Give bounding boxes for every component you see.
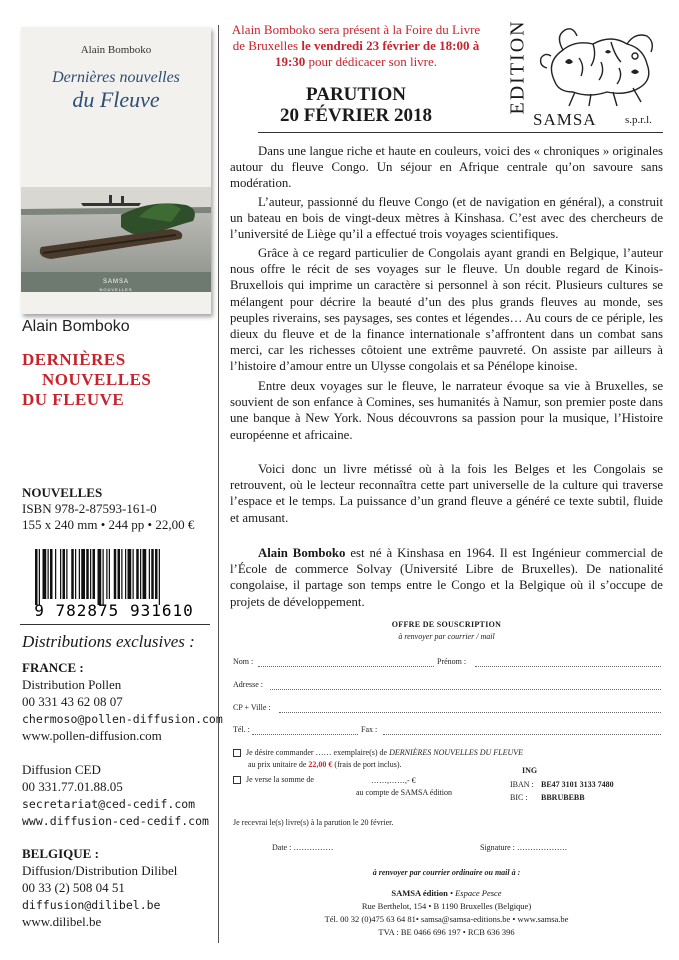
author-bio <box>230 545 663 610</box>
order-text: Je désire commander …… exemplaire(s) de <box>246 748 390 757</box>
announce-text: Alain Bomboko sera présent à la Foire du Livre de Bruxelles <box>231 22 481 53</box>
receive-note: Je recevrai le(s) livre(s) à la parution le 20 février. <box>233 818 394 827</box>
date-field[interactable]: Date : …………… <box>272 843 334 852</box>
footer-address: Rue Berthelot, 154 • B 1190 Bruxelles (Belgique) <box>361 901 532 911</box>
france-email[interactable]: chermoso@pollen-diffusion.com <box>22 712 223 726</box>
bank-name: ING <box>522 766 538 775</box>
author-bio-text: est né à Kinshasa en 1964. Il est Ingénieur commercial de l’École de commerce Solvay (Université Libre de Bruxelles). De nationalité congolaise, il partage son temps entre le Congo et la Belgique où il s’occupe de projets de développement. <box>230 546 663 609</box>
footer-tva: TVA : BE 0466 696 197 • RCB 636 396 <box>378 927 515 937</box>
barcode-digits: 9 782875 931610 <box>34 601 194 619</box>
france-distributor: Distribution Pollen <box>22 677 122 692</box>
book-title-line1: DERNIÈRES <box>22 350 126 369</box>
belgium-label: BELGIQUE : <box>22 846 99 861</box>
price-line <box>248 760 402 769</box>
belgium-email[interactable]: diffusion@dilibel.be <box>22 898 161 912</box>
order-book-title: DERNIÈRES NOUVELLES DU FLEUVE <box>389 748 524 757</box>
bic-label: BIC : <box>510 793 528 802</box>
signature-field[interactable]: Signature : ………………. <box>480 843 567 852</box>
cover-river-photo <box>21 187 211 292</box>
payment-checkbox[interactable] <box>233 776 241 784</box>
distribution-heading: Distributions exclusives : <box>22 632 195 651</box>
book-title-line2: NOUVELLES <box>42 370 152 389</box>
release-label: PARUTION <box>306 84 406 105</box>
belgium-distributor: Diffusion/Distribution Dilibel <box>22 863 178 878</box>
form-title: OFFRE DE SOUSCRIPTION <box>391 620 502 629</box>
ced-website[interactable]: www.diffusion-ced-cedif.com <box>22 814 209 828</box>
logo-chimera-icon <box>535 22 663 108</box>
fax-label: Fax : <box>361 725 378 734</box>
firstname-field[interactable] <box>475 666 661 667</box>
isbn-barcode <box>21 547 208 619</box>
payment-text: Je verse la somme de <box>246 775 314 784</box>
logo-edition: EDITION <box>506 19 529 115</box>
footer-publisher: SAMSA édition <box>391 888 448 898</box>
order-checkbox[interactable] <box>233 749 241 757</box>
footer-contact[interactable]: Tél. 00 32 (0)475 63 64 81• samsa@samsa-editions.be • www.samsa.be <box>324 914 569 924</box>
return-note: à renvoyer par courrier ordinaire ou mail à : <box>372 868 521 877</box>
price-note: (frais de port inclus). <box>332 760 402 769</box>
france-label: FRANCE : <box>22 660 84 675</box>
book-genre: NOUVELLES <box>22 485 103 500</box>
address-field[interactable] <box>270 689 661 690</box>
payment-line <box>233 775 314 784</box>
body-paragraph-2: L’auteur, passionné du fleuve Congo (et de navigation en général), a construit un bateau en bois de vingt-deux mètres à Kinshasa. C’est avec des chercheurs de l’université de Liège qu’il a effectué trois voyages scientifiques. <box>230 195 663 242</box>
announce-text-end: pour dédicacer son livre. <box>305 54 438 69</box>
name-field[interactable] <box>258 666 434 667</box>
city-label: CP + Ville : <box>233 703 271 712</box>
book-author: Alain Bomboko <box>22 318 130 335</box>
samsa-logo <box>495 19 665 132</box>
france-website[interactable]: www.pollen-diffusion.com <box>22 728 162 743</box>
barcode-bars <box>35 549 160 605</box>
fair-announcement <box>228 22 484 70</box>
order-price: 22,00 € <box>308 760 333 769</box>
iban-value: BE47 3101 3133 7480 <box>541 780 614 789</box>
author-bio-name: Alain Bomboko <box>258 546 346 560</box>
bic-value: BBRUBEBB <box>541 793 585 802</box>
column-divider <box>218 25 219 943</box>
belgium-phone: 00 33 (2) 508 04 51 <box>22 880 125 895</box>
payment-account: au compte de SAMSA édition <box>356 788 452 797</box>
publisher-footer <box>230 887 663 939</box>
cover-collection: NOUVELLES <box>99 287 133 292</box>
firstname-label: Prénom : <box>437 657 467 666</box>
body-paragraph-5: Voici donc un livre métissé où à la fois les Belges et les Congolais se retrouvent, où le lecteur reconnaîtra cette part universelle de la culture qui traverse l’espace et le temps. La puissance d’un grand fleuve a généré ce texte subtil, fluide et amusant. <box>230 462 663 525</box>
france-phone: 00 331 43 62 08 07 <box>22 694 123 709</box>
belgium-website[interactable]: www.dilibel.be <box>22 914 102 929</box>
book-title-line3: DU FLEUVE <box>22 390 125 409</box>
cover-publisher: SAMSA <box>102 279 129 285</box>
release-heading <box>228 84 484 126</box>
fax-field[interactable] <box>383 734 661 735</box>
name-label: Nom : <box>233 657 254 666</box>
phone-label: Tél. : <box>233 725 250 734</box>
ced-phone: 00 331.77.01.88.05 <box>22 779 123 794</box>
logo-sprl: s.p.r.l. <box>625 114 652 126</box>
form-subtitle: à renvoyer par courrier / mail <box>398 632 495 641</box>
iban-label: IBAN : <box>510 780 534 789</box>
ced-distributor: Diffusion CED <box>22 762 101 777</box>
body-paragraph-4: Entre deux voyages sur le fleuve, le narrateur évoque sa vie à Bruxelles, se souvient de son enfance à Comines, ses humanités à Namur, son premier poste dans une banque à New York. Nous découvrons sa passion pour la musique, l’Histoire européenne et africaine. <box>230 379 663 442</box>
top-divider <box>258 132 663 133</box>
left-divider <box>20 624 210 625</box>
logo-samsa: SAMSA <box>533 110 597 129</box>
price-text: au prix unitaire de <box>248 760 309 769</box>
book-isbn: ISBN 978-2-87593-161-0 <box>22 501 157 516</box>
ced-email[interactable]: secretariat@ced-cedif.com <box>22 797 196 811</box>
order-line <box>233 748 663 757</box>
payment-amount[interactable]: ……,……,- € <box>371 776 416 785</box>
announce-date: le vendredi 23 février de 18:00 à 19:30 <box>274 38 480 69</box>
cover-author: Alain Bomboko <box>80 44 152 56</box>
address-label: Adresse : <box>233 680 263 689</box>
body-paragraph-1: Dans une langue riche et haute en couleurs, voici des « chroniques » originales autour du fleuve Congo. Un séjour en Afrique centrale qu’on savoure sans modération. <box>230 144 663 191</box>
release-date: 20 FÉVRIER 2018 <box>279 105 432 126</box>
cover-title-line2: du Fleuve <box>72 87 160 112</box>
book-specs: 155 x 240 mm • 244 pp • 22,00 € <box>22 517 195 532</box>
body-paragraph-3: Grâce à ce regard particulier de Congolais ayant grandi en Belgique, l’auteur nous offre le récit de ses voyages sur le fleuve. Un double regard de Kinois-Bruxellois qui imprime un caractère si personnel à son récit. Plusieurs cultures se mélangent pour décrire la beauté d’un des plus grands fleuves au monde, ses peuples riverains, ses paysages, ses contes et légendes… Au cours de ce périple, les dieux du fleuve et de la finance internationale s’affrontent dans un combat sans merci, car les richesses côtoient une extrême pauvreté. On assiste par ailleurs à l’histoire d’amour entre un Ulysse congolais et sa Pénélope kinoise. <box>230 246 663 374</box>
book-cover <box>21 27 211 314</box>
footer-place: • Espace Pesce <box>447 888 502 898</box>
city-field[interactable] <box>279 712 661 713</box>
cover-title-line1: Dernières nouvelles <box>52 69 180 86</box>
footer-name-line <box>230 887 663 900</box>
phone-field[interactable] <box>252 734 358 735</box>
